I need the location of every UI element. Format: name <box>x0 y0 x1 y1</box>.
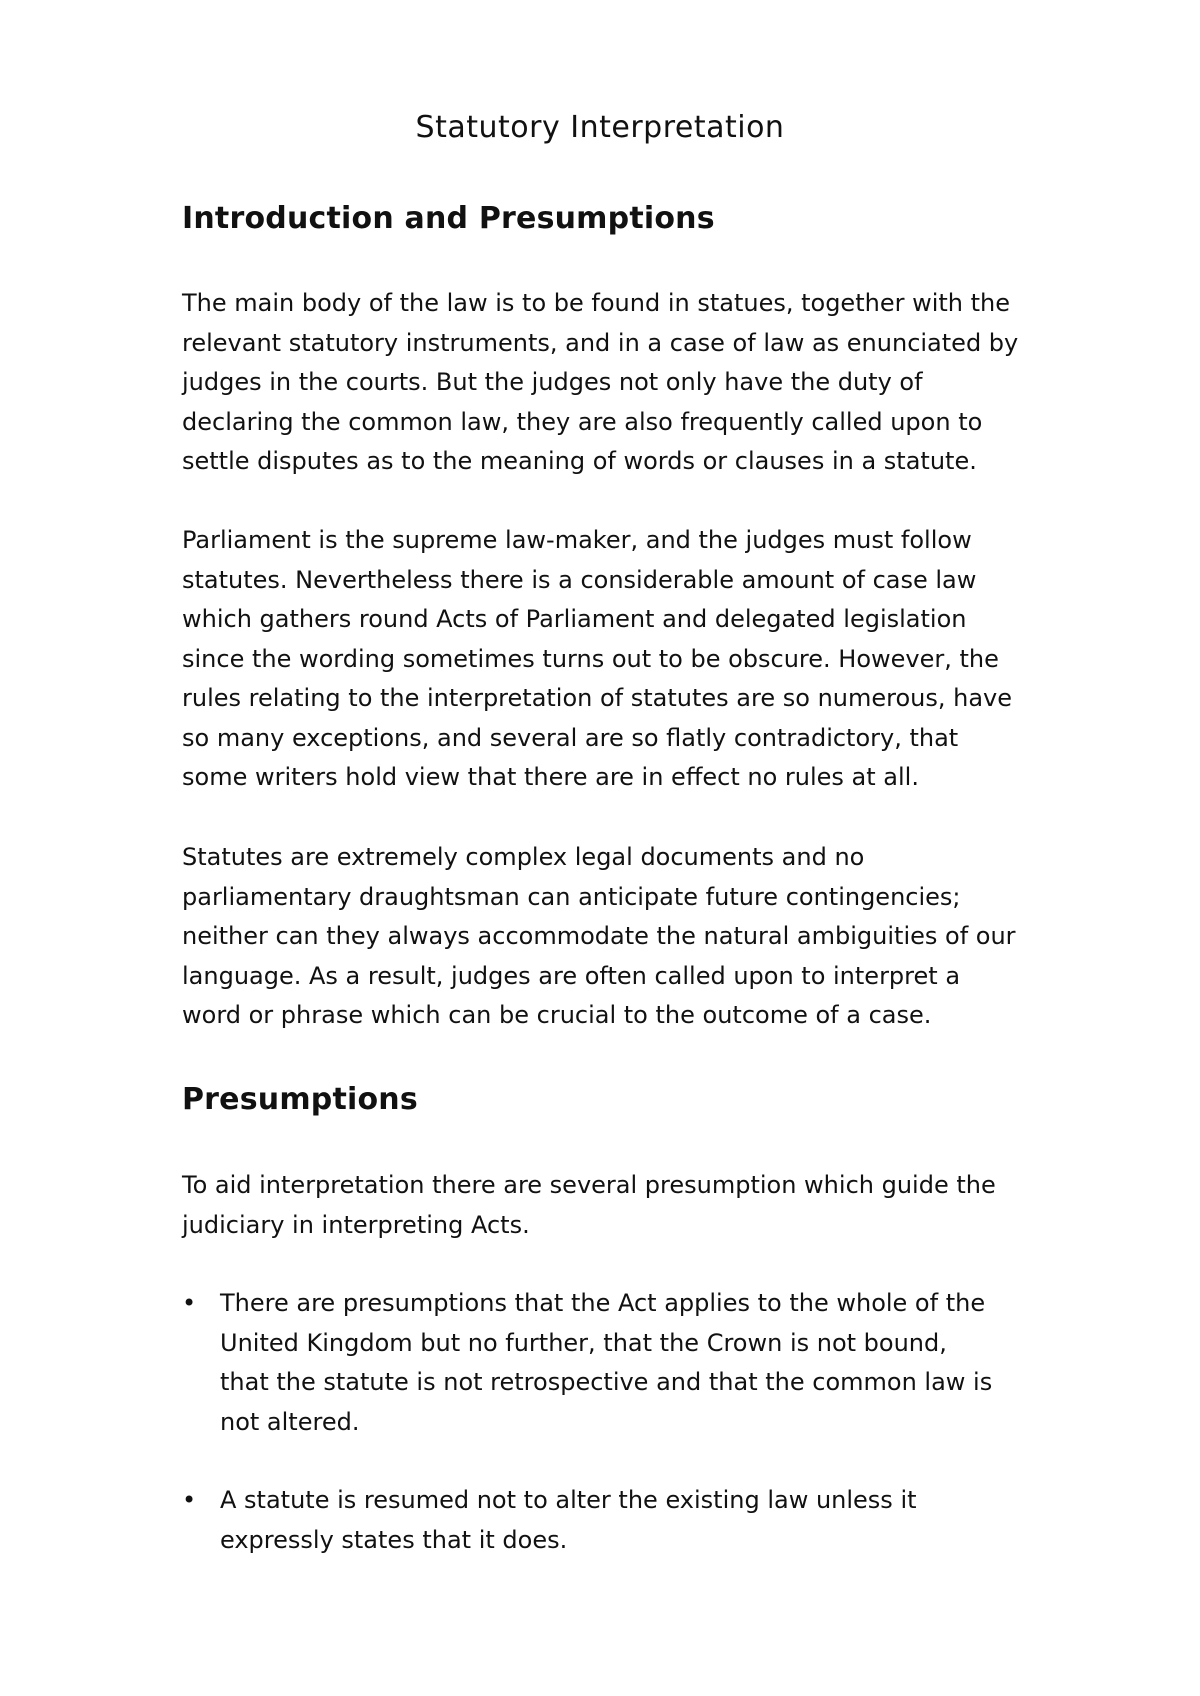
paragraph-line: A statute is resumed not to alter the existing law unless it <box>220 1486 917 1514</box>
bullet-text <box>220 1481 917 1560</box>
bullet-text <box>220 1284 992 1442</box>
paragraph-line: neither can they always accommodate the natural ambiguities of our <box>182 922 1016 950</box>
paragraph-line: statutes. Nevertheless there is a considerable amount of case law <box>182 565 977 594</box>
paragraph-line: relevant statutory instruments, and in a case of law as enunciated by <box>182 328 1019 357</box>
paragraph-main-body <box>182 284 1102 482</box>
bullet-icon: • <box>182 1486 197 1514</box>
paragraph-statutes <box>182 838 1102 1036</box>
paragraph-line: which gathers round Acts of Parliament and delegated legislation <box>182 605 967 633</box>
paragraph-line: settle disputes as to the meaning of words or clauses in a statute. <box>182 447 977 475</box>
paragraph-aid-interpretation <box>182 1166 1102 1245</box>
section-heading-presumptions: Presumptions <box>182 1082 418 1117</box>
paragraph-line: judges in the courts. But the judges not only have the duty of <box>182 368 923 396</box>
bullet-icon: • <box>182 1289 197 1317</box>
paragraph-line: Statutes are extremely complex legal documents and no <box>182 843 865 871</box>
paragraph-line: There are presumptions that the Act applies to the whole of the <box>220 1289 986 1317</box>
paragraph-line: some writers hold view that there are in effect no rules at all. <box>182 763 919 791</box>
paragraph-line: word or phrase which can be crucial to the outcome of a case. <box>182 1001 932 1029</box>
section-heading-introduction: Introduction and Presumptions <box>182 201 715 236</box>
paragraph-line: Parliament is the supreme law-maker, and the judges must follow <box>182 526 972 554</box>
paragraph-line: so many exceptions, and several are so flatly contradictory, that <box>182 723 959 752</box>
paragraph-line: parliamentary draughtsman can anticipate future contingencies; <box>182 882 961 911</box>
paragraph-line: since the wording sometimes turns out to be obscure. However, the <box>182 644 999 673</box>
paragraph-line: language. As a result, judges are often called upon to interpret a <box>182 961 961 990</box>
paragraph-line: judiciary in interpreting Acts. <box>182 1210 530 1239</box>
paragraph-line: To aid interpretation there are several presumption which guide the <box>182 1171 996 1199</box>
paragraph-line: that the statute is not retrospective and that the common law is <box>220 1368 993 1396</box>
paragraph-parliament <box>182 521 1102 798</box>
paragraph-line: expressly states that it does. <box>220 1525 568 1554</box>
paragraph-line: not altered. <box>220 1407 360 1436</box>
paragraph-line: The main body of the law is to be found in statues, together with the <box>182 289 1011 317</box>
document-title: Statutory Interpretation <box>415 110 785 145</box>
paragraph-line: rules relating to the interpretation of statutes are so numerous, have <box>182 684 1013 712</box>
paragraph-line: declaring the common law, they are also frequently called upon to <box>182 407 983 436</box>
paragraph-line: United Kingdom but no further, that the Crown is not bound, <box>220 1328 947 1357</box>
